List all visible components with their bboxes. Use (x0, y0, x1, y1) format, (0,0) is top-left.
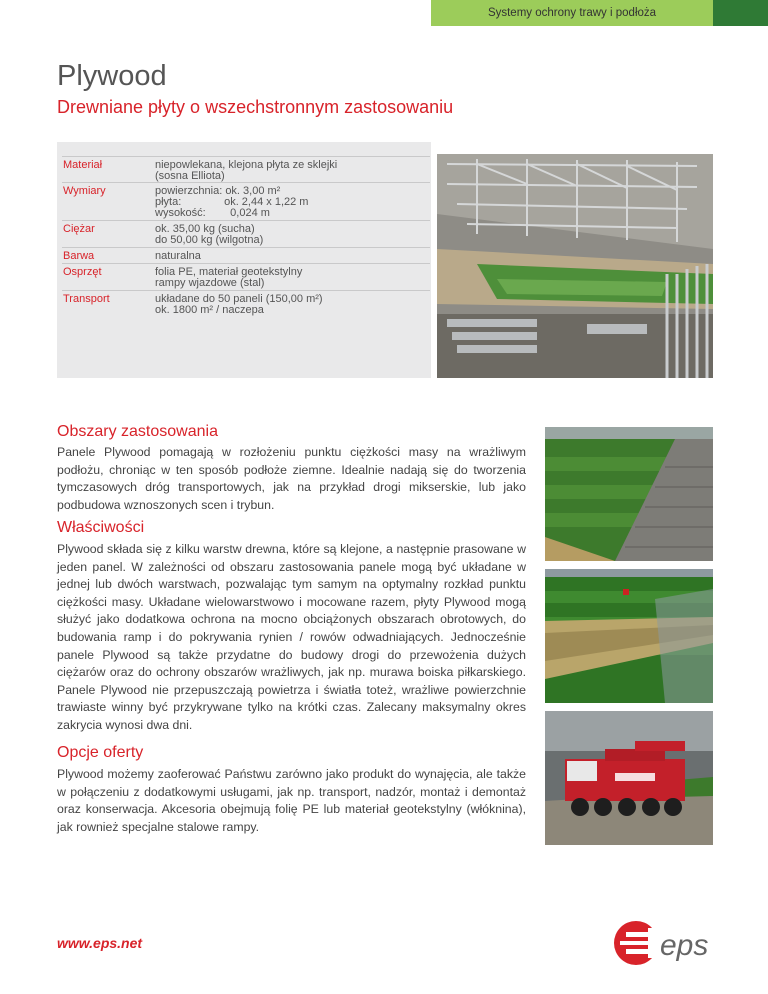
svg-text:eps: eps (660, 929, 709, 962)
spec-divider (62, 220, 430, 221)
plywood-panels-on-grass-photo (545, 427, 713, 561)
spec-box (57, 142, 431, 378)
spec-value: niepowlekana, klejona płyta ze sklejki (155, 159, 338, 171)
plywood-road-on-pitch-photo (545, 569, 713, 703)
category-text: Systemy ochrony trawy i podłoża (487, 7, 657, 19)
spec-label: Barwa (63, 250, 95, 262)
spec-value: (sosna Elliota) (155, 170, 225, 182)
spec-divider (62, 290, 430, 291)
category-banner (431, 0, 713, 26)
spec-value: rampy wjazdowe (stal) (155, 277, 265, 289)
spec-value: folia PE, materiał geotekstylny (155, 266, 303, 278)
spec-value: wysokość: 0,024 m (155, 207, 270, 219)
category-banner-accent (713, 0, 768, 26)
crane-truck-on-panels-photo (545, 711, 713, 845)
properties-heading: Właściwości (57, 519, 145, 536)
spec-value: układane do 50 paneli (150,00 m²) (155, 293, 323, 305)
spec-value: naturalna (155, 250, 201, 262)
stadium-stage-construction-photo (437, 154, 713, 378)
applications-heading: Obszary zastosowania (57, 423, 218, 440)
spec-label: Wymiary (63, 185, 106, 197)
eps-logo (612, 918, 722, 968)
spec-value: ok. 1800 m² / naczepa (155, 304, 264, 316)
spec-value: ok. 35,00 kg (sucha) (155, 223, 255, 235)
offer-text: Plywood możemy zaoferować Państwu zarówno jako produkt do wynajęcia, ale także w połączeniu z dodatkowymi usługami, jak np. transport, nadzór, montaż i demontaż oraz konserwacja. Akcesoria obejmują folię PE lub materiał geotekstylny (włóknina), jak rownież specjalne stalowe rampy. (57, 767, 526, 834)
spec-label: Ciężar (63, 223, 95, 235)
spec-label: Materiał (63, 159, 103, 171)
spec-value: do 50,00 kg (wilgotna) (155, 234, 264, 246)
spec-label: Osprzęt (63, 266, 102, 278)
spec-divider (62, 263, 430, 264)
spec-divider (62, 182, 430, 183)
page-subtitle: Drewniane płyty o wszechstronnym zastosowaniu (57, 97, 454, 117)
offer-heading: Opcje oferty (57, 744, 144, 761)
spec-value: powierzchnia: ok. 3,00 m² (155, 185, 281, 197)
website-link[interactable]: www.eps.net (57, 935, 143, 951)
page-title: Plywood (57, 60, 167, 92)
properties-text: Plywood składa się z kilku warstw drewna, które są klejone, a następnie prasowane w jeden panel. W zależności od obszaru zastosowania panele mogą być układane w jednej lub dwóch warstwach, pozwalając tym samym na optymalny rozkład punktu ciężkości masy. Układane wielowarstwowo i mocowane razem, płyty Plywood mogą służyć jako dodatkowa ochrona na mocno obciążonych obszarach obrotowych, do budowania ramp i do pokrywania rynien / rowów odwadniających. Jednocześnie panele Plywood są także przydatne do budowy drogi do przewożenia dużych ciężarów oraz do ochrony obszarów wrażliwych, jak np. murawa boiska piłkarskiego. Panele Plywood nie przepuszczają powietrza i światła toteż, wrażliwe powierzchnie trawiaste winny być przykrywane tylko na krótki czas. Zalecany maksymalny okres zakrycia wynosi dwa dni. (57, 542, 526, 732)
applications-text: Panele Plywood pomagają w rozłożeniu punktu ciężkości masy na wrażliwym podłożu, chroniąc w ten sposób podłoże ziemne. Idealnie nadają się do tworzenia tymczasowych dróg transportowych, jak na przykład drogi mikserskie, lub jako podbudowa wznoszonych scen i trybun. (57, 445, 526, 512)
spec-value: płyta: ok. 2,44 x 1,22 m (155, 196, 309, 208)
spec-divider (62, 156, 430, 157)
spec-divider (62, 247, 430, 248)
spec-label: Transport (63, 293, 110, 305)
